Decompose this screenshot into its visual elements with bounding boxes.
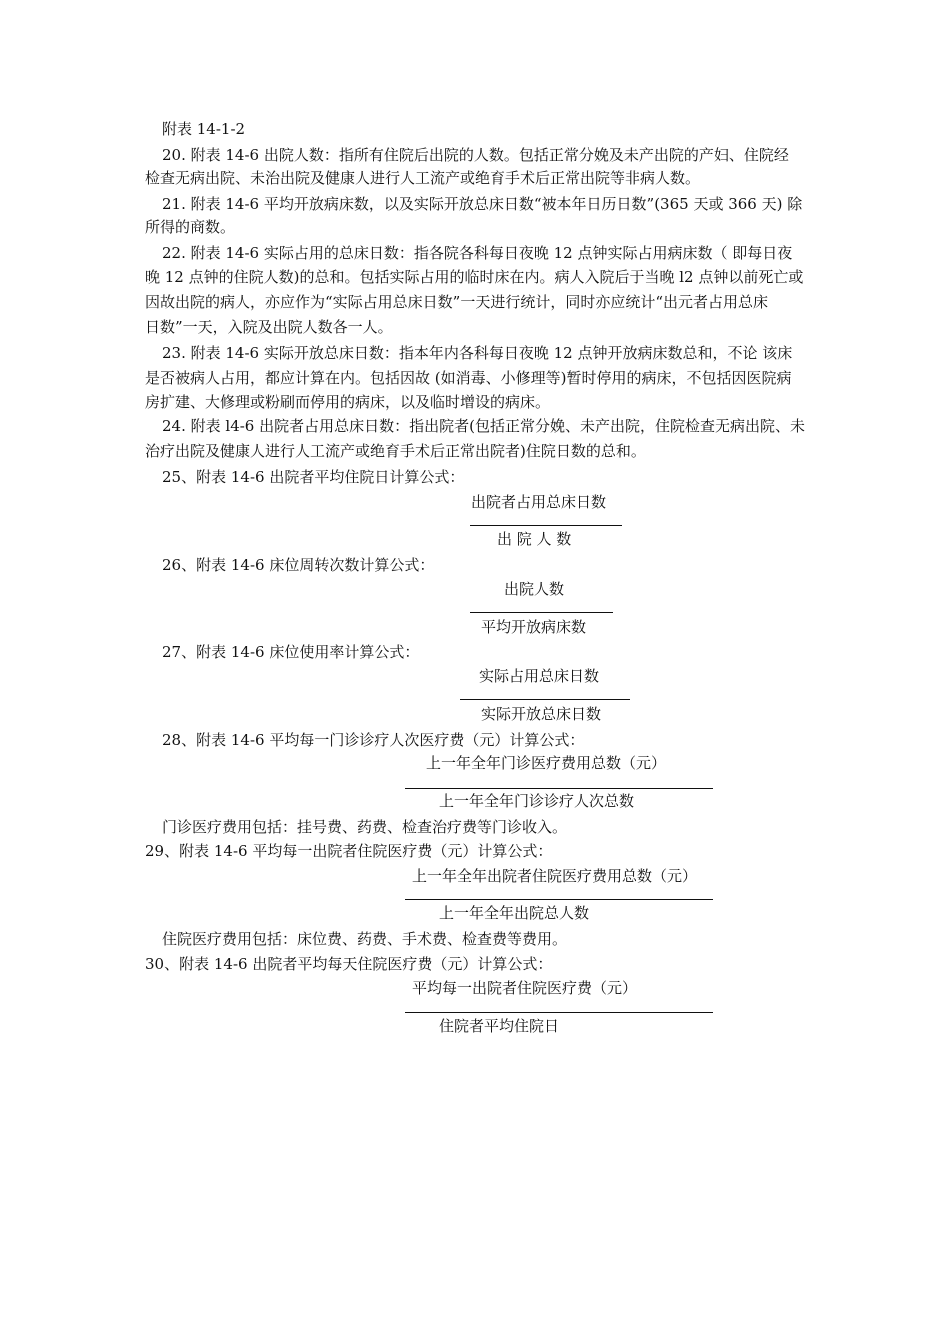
formula-28-note: 门诊医疗费用包括：挂号费、药费、检查治疗费等门诊收入。 <box>162 818 568 836</box>
formula-26-denominator: 平均开放病床数 <box>481 618 587 636</box>
formula-28-title: 28、附表 14-6 平均每一门诊诊疗人次医疗费（元）计算公式： <box>162 731 585 749</box>
formula-25-denominator: 出 院 人 数 <box>497 530 572 548</box>
formula-30-title: 30、附表 14-6 出院者平均每天住院医疗费（元）计算公式： <box>145 955 553 973</box>
formula-26-title: 26、附表 14-6 床位周转次数计算公式： <box>162 556 435 574</box>
formula-29-fraction-bar <box>405 899 713 900</box>
formula-29-title: 29、附表 14-6 平均每一出院者住院医疗费（元）计算公式： <box>145 842 553 860</box>
formula-30-numerator: 平均每一出院者住院医疗费（元） <box>412 979 638 997</box>
formula-28-fraction-bar <box>405 788 713 789</box>
formula-25-numerator: 出院者占用总床日数 <box>471 493 607 511</box>
formula-26-numerator: 出院人数 <box>504 580 565 598</box>
formula-27-title: 27、附表 14-6 床位使用率计算公式： <box>162 643 420 661</box>
formula-25-title: 25、附表 14-6 出院者平均住院日计算公式： <box>162 468 465 486</box>
item-22-line-1: 22. 附表 14-6 实际占用的总床日数：指各院各科每日夜晚 12 点钟实际占用病床数（ 即每日夜 <box>162 244 793 262</box>
formula-27-numerator: 实际占用总床日数 <box>479 667 600 685</box>
item-23-line-3: 房扩建、大修理或粉刷而停用的病床，以及临时增设的病床。 <box>145 393 551 411</box>
item-21-line-1: 21. 附表 14-6 平均开放病床数，以及实际开放总床日数“被本年日历日数”(365 天或 366 天) 除 <box>162 195 803 213</box>
table-reference-heading: 附表 14-1-2 <box>162 120 246 138</box>
item-24-line-2: 治疗出院及健康人进行人工流产或绝育手术后正常出院者)住院日数的总和。 <box>145 442 646 460</box>
item-24-line-1: 24. 附表 l4-6 出院者占用总床日数：指出院者(包括正常分娩、未产出院，住院检查无病出院、未 <box>162 417 805 435</box>
item-20-line-1: 20. 附表 14-6 出院人数：指所有住院后出院的人数。包括正常分娩及未产出院的产妇、住院经 <box>162 146 789 164</box>
item-23-line-1: 23. 附表 14-6 实际开放总床日数：指本年内各科每日夜晚 12 点钟开放病床数总和，不论 该床 <box>162 344 793 362</box>
formula-29-numerator: 上一年全年出院者住院医疗费用总数（元） <box>412 867 698 885</box>
formula-25-fraction-bar <box>470 525 622 526</box>
formula-30-fraction-bar <box>405 1012 713 1013</box>
formula-26-fraction-bar <box>470 612 613 613</box>
item-22-line-2: 晚 12 点钟的住院人数)的总和。包括实际占用的临时床在内。病人入院后于当晚 l2 点钟以前死亡或 <box>145 268 804 286</box>
formula-29-denominator: 上一年全年出院总人数 <box>439 904 590 922</box>
formula-27-fraction-bar <box>460 699 630 700</box>
formula-28-denominator: 上一年全年门诊诊疗人次总数 <box>439 792 635 810</box>
item-20-line-2: 检查无病出院、未治出院及健康人进行人工流产或绝育手术后正常出院等非病人数。 <box>145 169 701 187</box>
item-21-line-2: 所得的商数。 <box>145 218 236 236</box>
item-22-line-4: 日数”一天，入院及出院人数各一人。 <box>145 318 393 336</box>
formula-27-denominator: 实际开放总床日数 <box>481 705 602 723</box>
formula-30-denominator: 住院者平均住院日 <box>439 1017 560 1035</box>
formula-29-note: 住院医疗费用包括：床位费、药费、手术费、检查费等费用。 <box>162 930 568 948</box>
formula-28-numerator: 上一年全年门诊医疗费用总数（元） <box>426 754 667 772</box>
item-22-line-3: 因故出院的病人，亦应作为“实际占用总床日数”一天进行统计，同时亦应统计“出元者占用总床 <box>145 293 769 311</box>
item-23-line-2: 是否被病人占用，都应计算在内。包括因故 (如消毒、小修理等)暂时停用的病床，不包括因医院病 <box>145 369 792 387</box>
